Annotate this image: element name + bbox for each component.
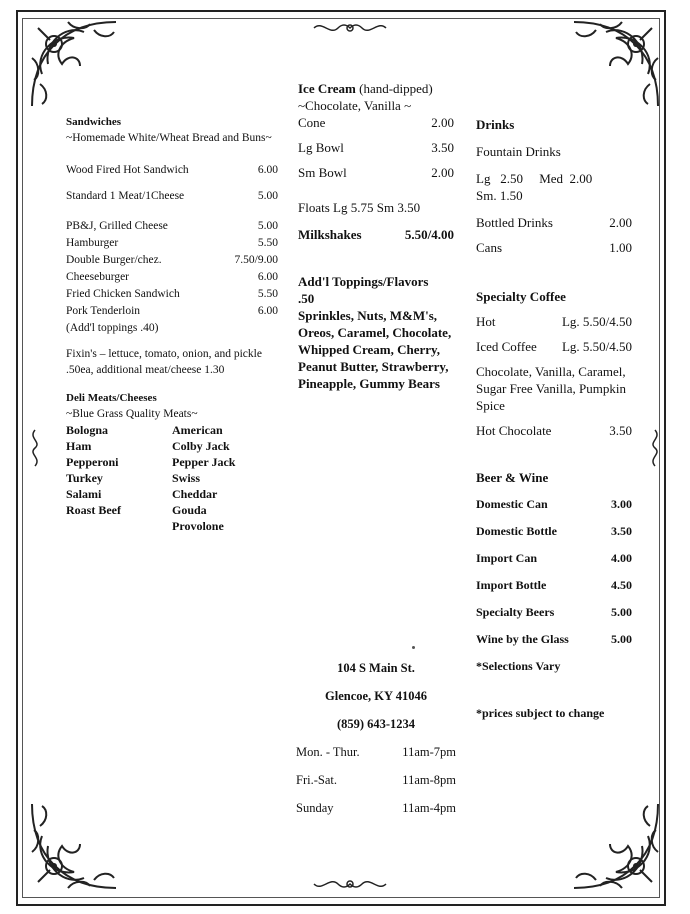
speck-dot bbox=[412, 646, 415, 649]
deli-cheese-item: Gouda bbox=[172, 503, 207, 517]
beer-row-name: Wine by the Glass bbox=[476, 632, 569, 646]
sandwiches-subtitle: ~Homemade White/Wheat Bread and Buns~ bbox=[66, 132, 272, 144]
drink-row-price: 1.00 bbox=[609, 240, 632, 255]
beer-row-name: Import Bottle bbox=[476, 578, 547, 592]
deli-cheese-item: Cheddar bbox=[172, 487, 218, 501]
deli-cheese-item: Swiss bbox=[172, 471, 201, 485]
deli-cheese-item: Pepper Jack bbox=[172, 455, 236, 469]
drink-row-name: Bottled Drinks bbox=[476, 215, 553, 230]
toppings-list: Sprinkles, Nuts, M&M's, Oreos, Caramel, Chocolate, Whipped Cream, Cherry, Peanut Butter, Strawberry, Pineapple, Gummy Bears bbox=[298, 308, 452, 391]
sandwich-row bbox=[66, 286, 278, 302]
fountain-drinks-label: Fountain Drinks bbox=[476, 144, 561, 159]
ornament-corner-icon bbox=[566, 14, 666, 114]
selections-note: *Selections Vary bbox=[476, 659, 561, 673]
beer-row-name: Domestic Bottle bbox=[476, 524, 557, 538]
hot-chocolate-price: 3.50 bbox=[609, 423, 632, 438]
beer-row bbox=[476, 631, 632, 648]
drinks-section bbox=[476, 116, 632, 722]
sandwich-row-price: 6.00 bbox=[257, 164, 278, 176]
floats-line: Floats Lg 5.75 Sm 3.50 bbox=[298, 200, 421, 215]
sandwich-row-price: 6.00 bbox=[257, 271, 278, 283]
beer-row-price: 4.50 bbox=[611, 578, 632, 592]
coffee-flavors: Chocolate, Vanilla, Caramel, Sugar Free Vanilla, Pumpkin Spice bbox=[476, 364, 626, 413]
flourish-side-icon bbox=[28, 428, 42, 468]
beer-title: Beer & Wine bbox=[476, 470, 549, 485]
deli-meat-item: Salami bbox=[66, 487, 102, 501]
deli-subtitle: ~Blue Grass Quality Meats~ bbox=[66, 408, 198, 420]
ornament-corner-icon bbox=[24, 796, 124, 896]
ice-cream-row bbox=[298, 139, 454, 156]
coffee-row-price: Lg. 5.50/4.50 bbox=[561, 339, 632, 354]
sandwich-row bbox=[66, 303, 278, 319]
sandwich-row bbox=[66, 162, 278, 178]
ice-cream-title-suffix: (hand-dipped) bbox=[355, 81, 433, 96]
coffee-row bbox=[476, 338, 632, 355]
flourish-bottom-icon bbox=[310, 874, 390, 894]
flourish-top-icon bbox=[310, 18, 390, 38]
deli-meats-list bbox=[66, 422, 172, 534]
prices-note: *prices subject to change bbox=[476, 706, 605, 720]
deli-meat-item: Turkey bbox=[66, 471, 103, 485]
beer-row-name: Specialty Beers bbox=[476, 605, 555, 619]
ornament-corner-icon bbox=[566, 796, 666, 896]
sandwich-row-price: 5.00 bbox=[257, 190, 278, 202]
hours-row bbox=[296, 772, 456, 788]
beer-row bbox=[476, 550, 632, 567]
coffee-row bbox=[476, 313, 632, 330]
ice-cream-row-price: 2.00 bbox=[431, 165, 454, 180]
deli-meat-item: Ham bbox=[66, 439, 92, 453]
beer-row-name: Domestic Can bbox=[476, 497, 548, 511]
toppings-price: .50 bbox=[298, 291, 315, 306]
hours-days: Mon. - Thur. bbox=[296, 745, 360, 759]
city: Glencoe, KY 41046 bbox=[325, 689, 427, 703]
deli-meat-item: Roast Beef bbox=[66, 503, 121, 517]
beer-row bbox=[476, 604, 632, 621]
hours-time: 11am-8pm bbox=[402, 773, 456, 787]
drink-row bbox=[476, 214, 632, 231]
sandwich-row bbox=[66, 188, 278, 204]
ice-cream-flavors: ~Chocolate, Vanilla ~ bbox=[298, 98, 412, 113]
milkshakes-price: 5.50/4.00 bbox=[404, 227, 454, 242]
phone: (859) 643-1234 bbox=[336, 717, 416, 731]
beer-row-name: Import Can bbox=[476, 551, 538, 565]
address: 104 S Main St. bbox=[337, 661, 415, 675]
hot-chocolate-row bbox=[476, 422, 632, 439]
sandwich-row-price: 5.50 bbox=[257, 288, 278, 300]
drink-row-price: 2.00 bbox=[609, 215, 632, 230]
flourish-side-icon bbox=[648, 428, 662, 468]
toppings-title: Add'l Toppings/Flavors bbox=[298, 274, 429, 289]
deli-cheese-item: Colby Jack bbox=[172, 439, 230, 453]
sandwich-row-price: 7.50/9.00 bbox=[234, 254, 278, 266]
sandwiches-title: Sandwiches bbox=[66, 116, 122, 128]
sandwich-row-name: Standard 1 Meat/1Cheese bbox=[66, 190, 185, 202]
coffee-row-name: Hot bbox=[476, 314, 496, 329]
deli-meat-item: Bologna bbox=[66, 423, 109, 437]
coffee-row-name: Iced Coffee bbox=[476, 339, 537, 354]
sandwich-row-name: Cheeseburger bbox=[66, 271, 130, 283]
sandwich-row bbox=[66, 269, 278, 285]
beer-row bbox=[476, 496, 632, 513]
coffee-row-price: Lg. 5.50/4.50 bbox=[561, 314, 632, 329]
ice-cream-row-name: Lg Bowl bbox=[298, 140, 344, 155]
beer-row-price: 5.00 bbox=[611, 605, 632, 619]
drinks-title: Drinks bbox=[476, 117, 515, 132]
ice-cream-row-price: 3.50 bbox=[431, 140, 454, 155]
beer-row bbox=[476, 523, 632, 540]
fountain-sizes-line2: Sm. 1.50 bbox=[476, 188, 523, 203]
deli-meat-item: Pepperoni bbox=[66, 455, 119, 469]
ice-cream-row-name: Sm Bowl bbox=[298, 165, 347, 180]
milkshakes-name: Milkshakes bbox=[298, 227, 362, 242]
beer-row-price: 4.00 bbox=[611, 551, 632, 565]
beer-row-price: 3.00 bbox=[611, 497, 632, 511]
sandwich-row-price: 5.00 bbox=[257, 220, 278, 232]
deli-cheese-item: American bbox=[172, 423, 223, 437]
sandwich-row bbox=[66, 218, 278, 234]
deli-cheese-item: Provolone bbox=[172, 519, 224, 533]
beer-row bbox=[476, 577, 632, 594]
milkshakes-row bbox=[298, 226, 454, 243]
sandwich-row-name: Hamburger bbox=[66, 237, 119, 249]
sandwich-row-name: Double Burger/chez. bbox=[66, 254, 162, 266]
hours-time: 11am-7pm bbox=[402, 745, 456, 759]
addl-toppings-note: (Add'l toppings .40) bbox=[66, 322, 159, 334]
deli-list bbox=[66, 422, 278, 534]
ornament-corner-icon bbox=[24, 14, 124, 114]
sandwich-row-price: 5.50 bbox=[257, 237, 278, 249]
ice-cream-row-name: Cone bbox=[298, 115, 326, 130]
hours-days: Sunday bbox=[296, 801, 334, 815]
sandwich-row bbox=[66, 252, 278, 268]
beer-row-price: 3.50 bbox=[611, 524, 632, 538]
ice-cream-title: Ice Cream bbox=[298, 81, 356, 96]
ice-cream-section bbox=[298, 80, 454, 392]
sandwich-row-name: PB&J, Grilled Cheese bbox=[66, 220, 168, 232]
sandwich-row bbox=[66, 235, 278, 251]
hours-row bbox=[296, 744, 456, 760]
hours-row bbox=[296, 800, 456, 816]
ice-cream-row-price: 2.00 bbox=[431, 115, 454, 130]
ice-cream-row bbox=[298, 114, 454, 131]
info-section bbox=[296, 660, 456, 828]
sandwich-row-name: Fried Chicken Sandwich bbox=[66, 288, 180, 300]
hours-time: 11am-4pm bbox=[402, 801, 456, 815]
ice-cream-row bbox=[298, 164, 454, 181]
hot-chocolate-name: Hot Chocolate bbox=[476, 423, 552, 438]
fixins-note: Fixin's – lettuce, tomato, onion, and pickle .50ea, additional meat/cheese 1.30 bbox=[66, 348, 262, 376]
coffee-title: Specialty Coffee bbox=[476, 289, 566, 304]
deli-title: Deli Meats/Cheeses bbox=[66, 392, 157, 404]
sandwich-row-name: Pork Tenderloin bbox=[66, 305, 141, 317]
sandwich-row-price: 6.00 bbox=[257, 305, 278, 317]
fountain-sizes-line1: Lg 2.50 Med 2.00 bbox=[476, 171, 593, 186]
sandwiches-section bbox=[66, 114, 278, 534]
deli-cheeses-list bbox=[172, 422, 278, 534]
drink-row bbox=[476, 239, 632, 256]
drink-row-name: Cans bbox=[476, 240, 502, 255]
sandwich-row-name: Wood Fired Hot Sandwich bbox=[66, 164, 189, 176]
hours-days: Fri.-Sat. bbox=[296, 773, 337, 787]
beer-row-price: 5.00 bbox=[611, 632, 632, 646]
